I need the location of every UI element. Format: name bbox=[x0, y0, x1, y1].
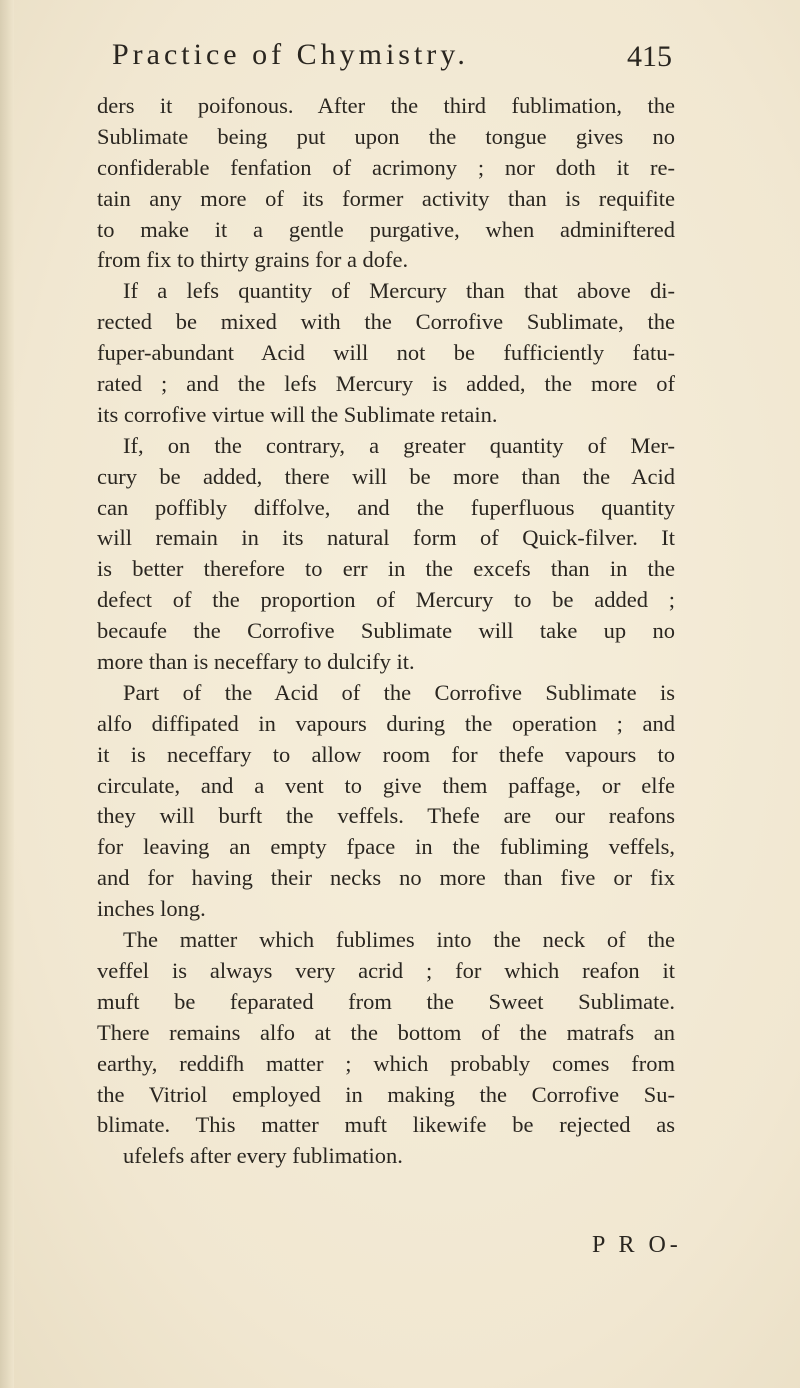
text-line: they will burft the veffels. Thefe are our reafons bbox=[97, 803, 675, 829]
page-gutter bbox=[0, 0, 14, 1388]
text-line: for leaving an empty fpace in the fubliming veffels, bbox=[97, 834, 675, 860]
text-line: cury be added, there will be more than the Acid bbox=[97, 463, 675, 489]
text-line: it is neceffary to allow room for thefe vapours to bbox=[97, 741, 675, 767]
text-line: becaufe the Corrofive Sublimate will take up no bbox=[97, 618, 675, 644]
text-line: There remains alfo at the bottom of the matrafs an bbox=[97, 1019, 675, 1045]
text-line: alfo diffipated in vapours during the operation ; and bbox=[97, 710, 675, 736]
text-line: veffel is always very acrid ; for which reafon it bbox=[97, 957, 675, 983]
text-line: rected be mixed with the Corrofive Sublimate, the bbox=[97, 309, 675, 335]
text-line: The matter which fublimes into the neck of the bbox=[123, 927, 675, 953]
text-line: Sublimate being put upon the tongue gives no bbox=[97, 123, 675, 149]
body-text bbox=[97, 91, 675, 1172]
page-header bbox=[112, 38, 672, 88]
text-line: If a lefs quantity of Mercury than that above di- bbox=[123, 278, 675, 304]
page-number: 415 bbox=[627, 40, 672, 73]
text-line: fuper-abundant Acid will not be fufficiently fatu- bbox=[97, 340, 675, 366]
text-line: circulate, and a vent to give them paffage, or elfe bbox=[97, 772, 675, 798]
text-line: confiderable fenfation of acrimony ; nor doth it re- bbox=[97, 154, 675, 180]
text-line: ufelefs after every fublimation. bbox=[123, 1143, 403, 1169]
text-line: If, on the contrary, a greater quantity of Mer- bbox=[123, 432, 675, 458]
catchword: P R O- bbox=[592, 1232, 682, 1258]
text-line: blimate. This matter muft likewife be rejected as bbox=[97, 1112, 675, 1138]
text-line: to make it a gentle purgative, when adminiftered bbox=[97, 216, 675, 242]
text-line: earthy, reddifh matter ; which probably comes from bbox=[97, 1050, 675, 1076]
text-line: its corrofive virtue will the Sublimate retain. bbox=[97, 401, 498, 427]
text-line: defect of the proportion of Mercury to be added ; bbox=[97, 587, 675, 613]
text-line: Part of the Acid of the Corrofive Sublimate is bbox=[123, 679, 675, 705]
text-line: more than is neceffary to dulcify it. bbox=[97, 649, 415, 675]
text-line: tain any more of its former activity than is requifite bbox=[97, 185, 675, 211]
text-line: inches long. bbox=[97, 896, 206, 922]
running-head: Practice of Chymistry. bbox=[112, 38, 469, 71]
text-line: ders it poifonous. After the third fublimation, the bbox=[97, 93, 675, 118]
text-line: from fix to thirty grains for a dofe. bbox=[97, 247, 409, 273]
text-line: muft be feparated from the Sweet Sublimate. bbox=[97, 988, 675, 1014]
text-line: is better therefore to err in the excefs than in the bbox=[97, 556, 675, 582]
text-line: rated ; and the lefs Mercury is added, the more of bbox=[97, 371, 675, 397]
text-line: and for having their necks no more than five or fix bbox=[97, 865, 675, 891]
text-line: the Vitriol employed in making the Corrofive Su- bbox=[97, 1081, 675, 1107]
text-line: will remain in its natural form of Quick-filver. It bbox=[97, 525, 675, 551]
text-line: can poffibly diffolve, and the fuperfluous quantity bbox=[97, 494, 675, 520]
